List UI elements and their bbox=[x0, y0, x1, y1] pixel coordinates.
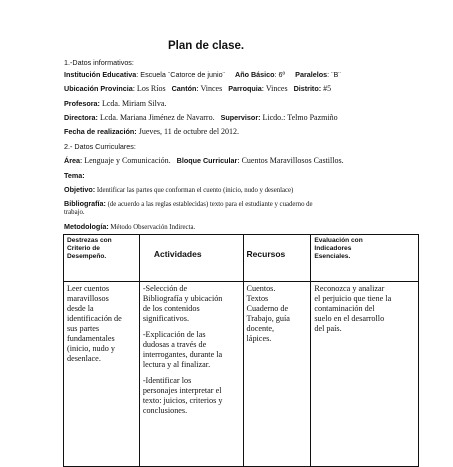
profesora-value: Lcda. Miriam Silva. bbox=[99, 99, 167, 108]
supervisor-value: Licdo.: Telmo Pazmiño bbox=[260, 113, 338, 122]
header-recursos: Recursos bbox=[243, 235, 311, 282]
area-label: Área bbox=[64, 156, 80, 165]
cell-recursos: Cuentos. Textos Cuaderno de Trabajo, guía docente, lápices. bbox=[243, 282, 311, 467]
parroquia-value: : Vinces bbox=[261, 84, 288, 93]
section-datos-informativos: 1.-Datos informativos: bbox=[64, 58, 134, 67]
fecha-label: Fecha de realización: bbox=[64, 127, 137, 136]
distrito-value: #5 bbox=[321, 84, 332, 93]
header-evaluacion: Evaluación con Indicadores Esenciales. bbox=[311, 235, 419, 282]
institucion-value: : Escuela ¨Catorce de junio¨ bbox=[136, 70, 225, 79]
section-datos-curriculares: 2.- Datos Curriculares: bbox=[64, 142, 136, 151]
basico-label: Año Básico bbox=[235, 70, 275, 79]
bloque-value: : Cuentos Maravillosos Castillos. bbox=[237, 156, 344, 165]
table-header-row bbox=[64, 235, 419, 282]
ubicacion-value: : Los Ríos bbox=[132, 84, 166, 93]
document-title: Plan de clase. bbox=[168, 40, 245, 52]
profesora-line bbox=[64, 99, 166, 108]
canton-label: Cantón bbox=[171, 84, 197, 93]
institucion-line bbox=[64, 70, 341, 79]
tema-label: Tema: bbox=[64, 171, 85, 180]
parroquia-label: Parroquia bbox=[228, 84, 262, 93]
plan-table bbox=[63, 234, 419, 467]
supervisor-label: Supervisor: bbox=[220, 113, 261, 122]
bibliografia-label: Bibliografía: bbox=[64, 199, 106, 208]
bibliografia-line bbox=[64, 199, 313, 209]
bibliografia-value-line2: trabajo. bbox=[64, 209, 85, 216]
institucion-label: Institución Educativa bbox=[64, 70, 137, 79]
metodologia-line bbox=[64, 222, 195, 232]
cell-destrezas: Leer cuentos maravillosos desde la identificación de sus partes fundamentales (inicio, nudo y desenlace. bbox=[64, 282, 140, 467]
bibliografia-value: (de acuerdo a las reglas establecidas) texto para el estudiante y cuaderno de bbox=[105, 201, 313, 208]
header-actividades: Actividades bbox=[139, 235, 243, 282]
actividad-item: -Selección de Bibliografía y ubicación de los contenidos significativos. bbox=[142, 284, 223, 323]
cell-actividades bbox=[139, 282, 243, 467]
ubicacion-line bbox=[64, 84, 331, 93]
table-row bbox=[64, 282, 419, 467]
paralelos-label: Paralelos bbox=[295, 70, 328, 79]
cell-evaluacion: Reconozca y analizar el perjuicio que tiene la contaminación del suelo en el desarrollo del país. bbox=[311, 282, 419, 467]
paralelos-value: : ¨B¨ bbox=[327, 70, 341, 79]
distrito-label: Distrito: bbox=[293, 84, 322, 93]
objetivo-value: Identificar las partes que conforman el cuento (inicio, nudo y desenlace) bbox=[95, 187, 294, 194]
tema-line bbox=[64, 171, 85, 180]
actividad-item: -Identificar los personajes interpretar el texto: juicios, criterios y conclusiones. bbox=[142, 376, 223, 415]
fecha-value: Jueves, 11 de octubre del 2012. bbox=[136, 127, 240, 136]
directora-label: Directora: bbox=[64, 113, 98, 122]
objetivo-label: Objetivo: bbox=[64, 185, 96, 194]
area-line bbox=[64, 156, 344, 165]
area-value: : Lenguaje y Comunicación. bbox=[79, 156, 171, 165]
ubicacion-label: Ubicación Provincia bbox=[64, 84, 133, 93]
directora-line bbox=[64, 113, 338, 122]
basico-value: : 6º bbox=[274, 70, 286, 79]
metodologia-label: Metodología: bbox=[64, 222, 109, 231]
objetivo-line bbox=[64, 185, 293, 195]
header-destrezas: Destrezas con Criterio de Desempeño. bbox=[64, 235, 140, 282]
bloque-label: Bloque Curricular bbox=[176, 156, 238, 165]
fecha-line bbox=[64, 127, 239, 136]
actividad-item: -Explicación de las dudosas a través de interrogantes, durante la lectura y al finalizar. bbox=[142, 330, 223, 369]
profesora-label: Profesora: bbox=[64, 99, 100, 108]
metodologia-value: Método Observación Indirecta. bbox=[108, 224, 196, 231]
directora-value: Lcda. Mariana Jiménez de Navarro. bbox=[97, 113, 215, 122]
canton-value: : Vinces bbox=[196, 84, 223, 93]
